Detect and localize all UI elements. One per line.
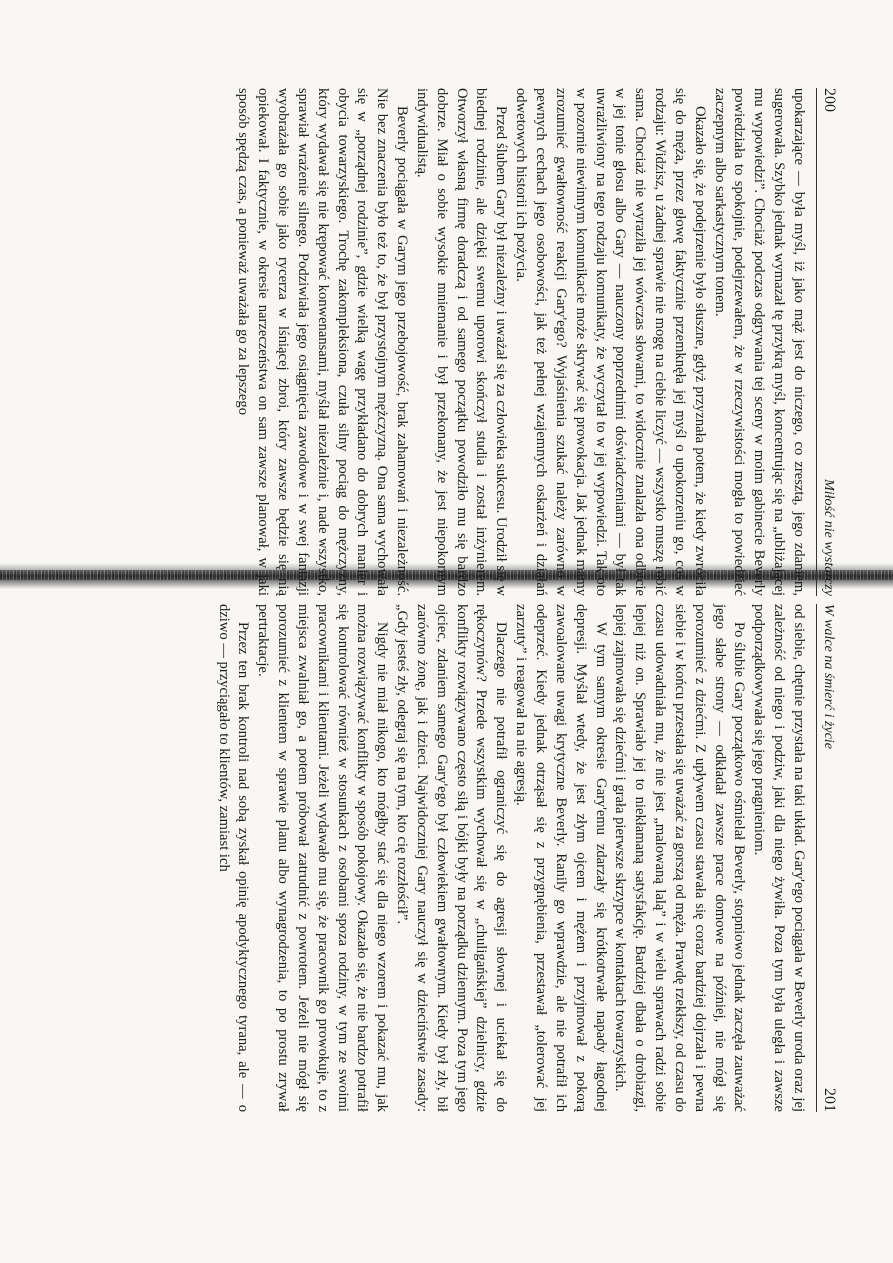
paragraph: od siebie, chętnie przystała na taki układ. Gary'ego pociągała w Beverly uroda oraz jej zależność od niego i podziw, jaki dla niego żywiła. Poza tym była uległa i zawsze podporządkowywała się jego pragnieniom. <box>751 604 807 1112</box>
page-number: 201 <box>821 1088 838 1112</box>
running-title: Miłość nie wystarczy <box>821 479 836 596</box>
paragraph: Okazało się, że podejrzenie było słuszne, gdyż przyznała potem, że kiedy zwróciła się do męża, przez głowę faktycznie przemknęła jej myśl o upokorzeniu go, coś w rodzaju: Widzisz, u żadnej sprawie nie mogę na ciebie liczyć — wszystko muszę robić sama. Chociaż nie wyraziła jej wówczas słowami, to widocznie znalazła ona odbicie w jej tonie głosu albo Gary — nauczony poprzednimi doświadczeniami — był tak uwrażliwiony na tego rodzaju komunikaty, że wyczytał to w jej wypowiedzi. Tak oto w pozornie niewinnym komunikacie może skrywać się prowokacja. Jak jednak mamy zrozumieć gwałtowność reakcji Gary'ego? Wyjaśnienia szukać należy zarówno w pewnych cechach jego osobowości, jak też pełnej wzajemnych oskarżeń i działań odwetowych historii ich pożycia. <box>513 88 708 596</box>
paragraph: Beverly pociągała w Garym jego przebojowość, brak zahamowań i niezależność. Nie bez znaczenia było też to, że był przystojnym mężczyzną. Ona sama wychowała się w „porządnej rodzinie”, gdzie wielką wagę przykładano do dobrych manier i obycia towarzyskiego. Trochę zakompleksiona, czuła silny pociąg do mężczyzny, który wydawał się nie krępować konwenansami, myślał niezależnie i, nade wszystko, sprawiał wrażenie silnego. Podziwiała jego osiągnięcia zawodowe i w swej fantazji wyobrażała go sobie jako rycerza w lśniącej zbroi, który zawsze będzie się nią opiekował. I faktycznie, w okresie narzeczeństwa on sam zawsze planował, w jaki sposób spędzą czas, a ponieważ uważała go za lepszego <box>235 88 411 596</box>
paragraph: Przez ten brak kontroli nad sobą zyskał opinię apodyktycznego tyrana, ale — o dziwo — przyciągało to klientów, zamiast ich <box>215 604 252 1112</box>
left-page <box>118 82 838 602</box>
page-header <box>816 88 838 596</box>
paragraph: W tym samym okresie Gary'emu zdarzały się krótkotrwałe napady łagodnej depresji. Myślał wtedy, że jest złym ojcem i mężem i przyjmował z pokorą zawoalowane uwagi krytyczne Beverly. Ranily go wprawdzie, ale nie potrafił ich odeprzeć. Kiedy jednak otrząsał się z przygnębienia, przestawał „tolerować jej zarzuty” i reagował na nie agresją. <box>513 604 609 1112</box>
page-number: 200 <box>821 88 838 112</box>
page-header <box>816 604 838 1112</box>
paragraph: Dlaczego nie potrafił ograniczyć się do agresji słownej i uciekał się do rękoczynów? Przede wszystkim wychował się w „chuligańskiej” dzielnicy, gdzie konflikty rozwiązywano często siłą i bójki były na porządku dziennym. Poza tym jego ojciec, zdaniem samego Gary'ego był człowiekiem gwałtownym. Kiedy był zły, bił zarówno żonę, jak i dzieci. Najwidoczniej Gary nauczył się w dzieciństwie zasady: „Gdy jesteś zły, odegraj się na tym, kto cię rozzłościł”. <box>394 604 510 1112</box>
paragraph: Po ślubie Gary początkowo ośmielał Beverly, stopniowo jednak zaczęła zauważać jego słabe strony — odkładał zawsze prace domowe na później, nie mógł się porozumieć z dziećmi. Z upływem czasu stawała się coraz bardziej dojrzała i pewna siebie i w końcu przestała się uważać za gorszą od męża. Prawdę rzekłszy, od czasu do czasu udowadniała mu, że nie jest „malowaną lalą” i w wielu sprawach radzi sobie lepiej niż on. Sprawiało jej to niekłamaną satysfakcję. Bardziej dbała o drobiazgi, lepiej zajmowała się dziećmi i grała pierwsze skrzypce w kontaktach towarzyskich. <box>612 604 748 1112</box>
paragraph: Nigdy nie miał nikogo, kto mógłby stać się dla niego wzorem i pokazać mu, jak można rozwiązywać konflikty w sposób pokojowy. Okazało się, że nie bardzo potrafił się kontrolować również w stosunkach z osobami spoza rodziny, w tym ze swoimi pracownikami i klientami. Jeżeli wydawało mu się, że pracownik go prowokuje, to z miejsca zwalniał go, a potem próbował zatrudnić z powrotem. Jeżeli nie mógł się porozumieć z klientem w sprawie planu albo wynagrodzenia, to po prostu zrywał pertraktacje. <box>255 604 391 1112</box>
paragraph: Przed ślubem Gary był niezależny i uważał się za człowieka sukcesu. Urodził się w biednej rodzinie, ale dzięki swemu uporowi skończył studia i został inżynierem. Otworzył własną firmę doradczą i od samego początku powodziło mu się bardzo dobrze. Miał o sobie wysokie mniemanie i był przekonany, że jest niepokornym indywidualistą. <box>413 88 510 596</box>
running-title: W walce na śmierć i życie <box>821 604 836 750</box>
right-page <box>78 598 838 1118</box>
paragraph: upokarzające — była myśl, iż jako mąż jest do niczego, co zresztą, jego zdaniem, sugerowała. Szybko jednak wymazał tę przykrą myśl, koncentrując się na „ubliżającej mu wypowiedzi”. Chociaż podczas odgrywania tej sceny w moim gabinecie Beverly powiedziała to spokojnie, podejrzewałem, że w rzeczywistości mogła to powiedzieć zaczepnym albo sarkastycznym tonem. <box>711 88 807 596</box>
